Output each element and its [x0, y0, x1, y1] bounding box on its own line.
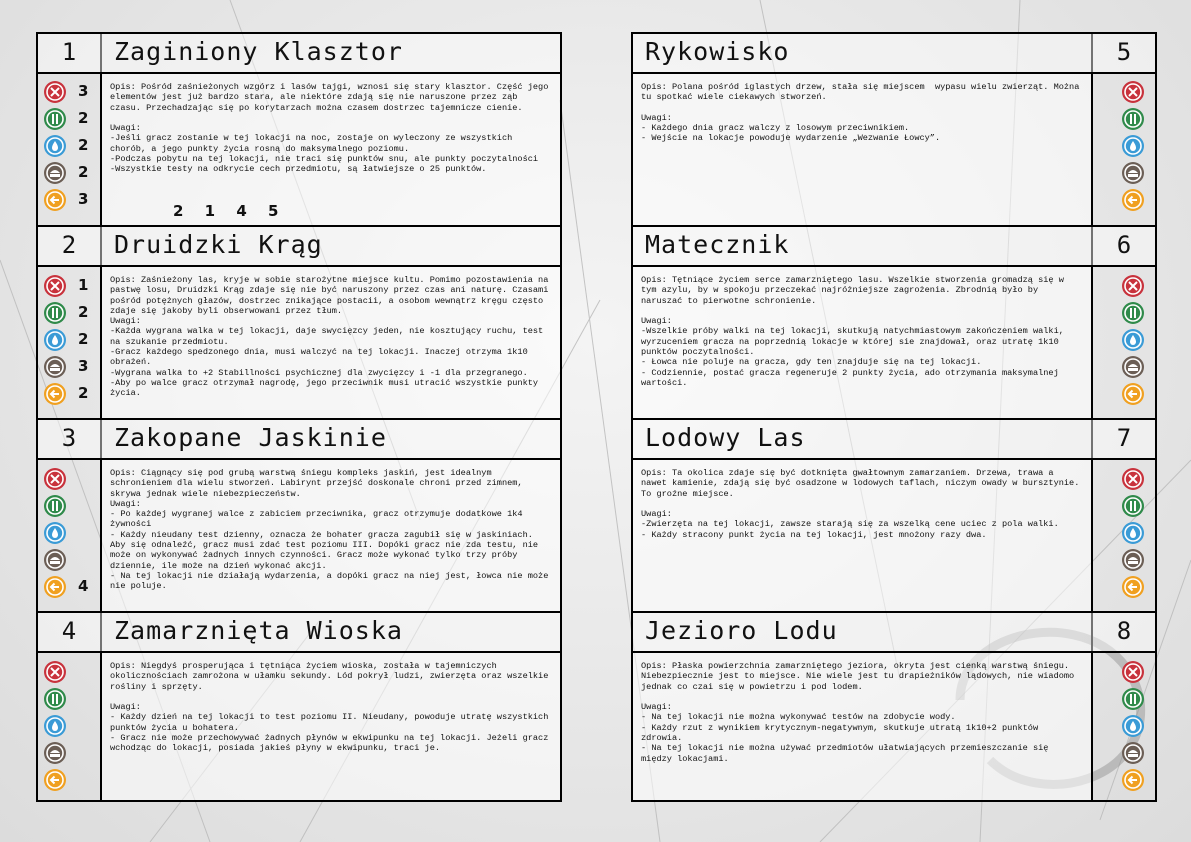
sleep-icon	[43, 355, 67, 379]
location-card	[38, 227, 560, 420]
stat-icons	[1093, 267, 1155, 420]
location-description: Opis: Ta okolica zdaje się być dotknięta gwałtownym zamarzaniem. Drzewa, trawa a nawet kamienie, zdają się być osadzone w lodowych taflach, niczym owady w bursztynie. To groźne miejsce. Uwagi: -Zwierzęta na tej lokacji, zawsze starają się za wszelką cene uciec z pola walki. - Każdy stracony punkt życia na tej lokacji, jest mnożony razy dwa.	[633, 460, 1091, 613]
location-header	[633, 227, 1155, 267]
crossed-swords-icon	[1121, 660, 1145, 684]
stat-food	[1093, 301, 1155, 327]
location-description: Opis: Płaska powierzchnia zamarzniętego jeziora, okryta jest cienką warstwą śniegu. Niebezpiecznie jest to miejsce. Nie wiele jest tu drapieżników lądowych, nie wiadomo jednak co czai się w powietrzu i pod lodem. Uwagi: - Na tej lokacji nie można wykonywać testów na zdobycie wody. - Każdy rzut z wynikiem krytycznym-negatywnym, skutkuje utratą 1k10+2 punktów zdrowia. - Na tej lokacji nie można używać przedmiotów ułatwiających przemieszczanie się między lokacjami.	[633, 653, 1091, 800]
stat-water	[38, 134, 100, 160]
stat-icons	[38, 267, 100, 420]
location-title: Zaginiony Klasztor	[114, 37, 403, 66]
location-header	[633, 420, 1155, 460]
crossed-swords-icon	[43, 80, 67, 104]
stat-water	[38, 521, 100, 547]
stat-value: 2	[78, 384, 89, 402]
location-number: 3	[61, 424, 77, 452]
location-card	[633, 227, 1155, 420]
location-header	[633, 613, 1155, 653]
fork-knife-icon	[43, 687, 67, 711]
fork-knife-icon	[1121, 301, 1145, 325]
stat-value: 2	[78, 163, 89, 181]
bonus-code: 2 1 4 5	[173, 202, 287, 220]
right-location-column	[631, 32, 1157, 802]
location-header	[633, 34, 1155, 74]
arrow-left-icon	[1121, 575, 1145, 599]
water-drop-icon	[1121, 714, 1145, 738]
stat-food	[38, 301, 100, 327]
crossed-swords-icon	[43, 660, 67, 684]
stat-sleep	[38, 741, 100, 767]
water-drop-icon	[43, 134, 67, 158]
stat-icons	[1093, 460, 1155, 613]
location-description: Opis: Pośród zaśnieżonych wzgórz i lasów tajgi, wznosi się stary klasztor. Część jego elementów jest już bardzo stara, ale niektóre zdają się nie naruszone przez ząb czasu. Przechadzając się po korytarzach można czasem dostrzec tajemnicze cienie. Uwagi: -Jeśli gracz zostanie w tej lokacji na noc, zostaje on wyleczony ze wszystkich chorób, a jego punkty życia rosną do maksymalnego poziomu. -Podczas pobytu na tej lokacji, nie traci się punktów snu, ale punkty poczytalności -Wszystkie testy na odkrycie cech przedmiotu, są łatwiejsze o 25 punktów.	[102, 74, 560, 227]
stat-value: 3	[78, 357, 89, 375]
location-number: 7	[1116, 424, 1132, 452]
location-title: Rykowisko	[645, 37, 790, 66]
stat-water	[1093, 714, 1155, 740]
water-drop-icon	[1121, 134, 1145, 158]
sleep-icon	[1121, 355, 1145, 379]
arrow-left-icon	[43, 768, 67, 792]
stat-value: 1	[78, 276, 89, 294]
stat-attack	[1093, 660, 1155, 686]
sleep-icon	[43, 548, 67, 572]
location-header	[38, 227, 560, 267]
arrow-left-icon	[1121, 188, 1145, 212]
location-number: 2	[61, 231, 77, 259]
stat-move	[38, 575, 100, 601]
stat-icons	[38, 460, 100, 613]
stat-icons	[38, 653, 100, 806]
location-card	[633, 420, 1155, 613]
stat-attack	[38, 274, 100, 300]
location-number: 8	[1116, 617, 1132, 645]
location-card	[38, 34, 560, 227]
fork-knife-icon	[43, 107, 67, 131]
location-number: 6	[1116, 231, 1132, 259]
location-title: Zamarznięta Wioska	[114, 616, 403, 645]
water-drop-icon	[43, 521, 67, 545]
location-card	[38, 613, 560, 800]
location-number: 1	[61, 38, 77, 66]
stat-water	[38, 328, 100, 354]
location-description: Opis: Tętniące życiem serce zamarzniętego lasu. Wszelkie stworzenia gromadzą się w tym azylu, by w spokoju przeczekać najróżniejsze zagrożenia. Zbrodnią było by naruszać to pierwotne schronienie. Uwagi: -Wszelkie próby walki na tej lokacji, skutkują natychmiastowym zakończeniem walki, wyrzuceniem gracza na poprzednią lokacje w której sie znajdował, oraz utratę 1k10 punktów poczytalności. - Łowca nie poluje na gracza, gdy ten znajduje się na tej lokacji. - Codziennie, postać gracza regeneruje 2 punkty życia, ado otrzymania maksymalnej wartości.	[633, 267, 1091, 420]
stat-attack	[38, 80, 100, 106]
stat-move	[1093, 768, 1155, 794]
stat-food	[1093, 494, 1155, 520]
stat-icons	[38, 74, 100, 227]
location-card	[633, 613, 1155, 800]
stat-sleep	[38, 355, 100, 381]
stat-value: 3	[78, 190, 89, 208]
location-description: Opis: Niegdyś prosperująca i tętniąca życiem wioska, została w tajemniczych okolicznościach zamrożona w ułamku sekundy. Lód pokrył ludzi, zwierzęta oraz wszelkie rośliny i sprzęty. Uwagi: - Każdy dzień na tej lokacji to test poziomu II. Nieudany, powoduje utratę wszystkich punktów życia u bohatera. - Gracz nie może przechowywać żadnych płynów w ekwipunku na tej lokacji. Jeżeli gracz wchodząc do lokacji, posiada jakieś płyny w ekwipunku, traci je.	[102, 653, 560, 800]
stat-attack	[38, 467, 100, 493]
stat-water	[38, 714, 100, 740]
stat-water	[1093, 521, 1155, 547]
left-location-column	[36, 32, 562, 802]
stat-move	[38, 188, 100, 214]
stat-value: 3	[78, 82, 89, 100]
stat-sleep	[1093, 355, 1155, 381]
stat-food	[38, 687, 100, 713]
sleep-icon	[43, 741, 67, 765]
stat-attack	[1093, 467, 1155, 493]
stat-food	[38, 494, 100, 520]
sleep-icon	[1121, 741, 1145, 765]
location-card	[633, 34, 1155, 227]
location-header	[38, 613, 560, 653]
stat-attack	[38, 660, 100, 686]
location-description: Opis: Zaśnieżony las, kryje w sobie starożytne miejsce kultu. Pomimo pozostawienia na pastwę losu, Druidzki Krąg zdaje się nie być naruszony przez czas ani naturę. Czasami pośród potężnych głazów, dostrzec znikające postacii, a osobom wewnątrz kręgu często zdaje się jakoby byli obserwowani przez tłum. Uwagi: -Każda wygrana walka w tej lokacji, daje swycięzcy jeden, nie kosztujący ruchu, test na szukanie przedmiotu. -Gracz każdego spedzonego dnia, musi walczyć na tej lokacji. Inaczej otrzyma 1k10 obrażeń. -Wygrana walka to +2 Stabillności psychicznej dla zwycięzcy i -1 dla przegranego. -Aby po walce gracz otrzymał nagrodę, jego przeciwnik musi utracić wszystkie punkty życia.	[102, 267, 560, 420]
location-title: Zakopane Jaskinie	[114, 423, 387, 452]
location-description: Opis: Ciągnący się pod grubą warstwą śniegu kompleks jaskiń, jest idealnym schronieniem dla wielu stworzeń. Labirynt przejść doskonale chroni przed zimnem, skrywa jednak wiele niebezpieczeństw. Uwagi: - Po każdej wygranej walce z zabiciem przeciwnika, gracz otrzymuje dodatkowe 1k4 żywności - Każdy nieudany test dzienny, oznacza że bohater gracza zagubił się w jaskiniach. Aby się odnaleźć, gracz musi zdać test poziomu III. Dopóki gracz nie zda testu, nie może on wykonywać żadnych innych czynności. Gracz może wykonać tylko trzy próby dziennie, ile może na dzień wykonać akcji. - Na tej lokacji nie działają wydarzenia, a dopóki gracz na niej jest, łowca nie może nie poluje.	[102, 460, 560, 613]
sleep-icon	[43, 161, 67, 185]
arrow-left-icon	[1121, 382, 1145, 406]
stat-value: 2	[78, 136, 89, 154]
location-header	[38, 34, 560, 74]
stat-move	[1093, 575, 1155, 601]
stat-attack	[1093, 274, 1155, 300]
location-number: 4	[61, 617, 77, 645]
location-title: Matecznik	[645, 230, 790, 259]
stat-food	[1093, 107, 1155, 133]
location-number: 5	[1116, 38, 1132, 66]
stat-move	[1093, 382, 1155, 408]
fork-knife-icon	[1121, 494, 1145, 518]
location-header	[38, 420, 560, 460]
water-drop-icon	[1121, 328, 1145, 352]
crossed-swords-icon	[43, 467, 67, 491]
stat-icons	[1093, 74, 1155, 227]
location-title: Lodowy Las	[645, 423, 806, 452]
stat-move	[1093, 188, 1155, 214]
sleep-icon	[1121, 548, 1145, 572]
location-title: Druidzki Krąg	[114, 230, 323, 259]
arrow-left-icon	[43, 188, 67, 212]
stat-attack	[1093, 80, 1155, 106]
stat-sleep	[38, 548, 100, 574]
water-drop-icon	[43, 714, 67, 738]
stat-move	[38, 382, 100, 408]
sleep-icon	[1121, 161, 1145, 185]
stat-value: 2	[78, 303, 89, 321]
water-drop-icon	[43, 328, 67, 352]
fork-knife-icon	[1121, 687, 1145, 711]
stat-sleep	[1093, 741, 1155, 767]
stat-sleep	[1093, 161, 1155, 187]
stat-water	[1093, 328, 1155, 354]
fork-knife-icon	[1121, 107, 1145, 131]
stat-food	[38, 107, 100, 133]
stat-value: 2	[78, 330, 89, 348]
stat-sleep	[1093, 548, 1155, 574]
arrow-left-icon	[43, 575, 67, 599]
stat-water	[1093, 134, 1155, 160]
location-description: Opis: Polana pośród iglastych drzew, stała się miejscem wypasu wielu zwierząt. Można tu spotkać wiele ciekawych stworzeń. Uwagi: - Każdego dnia gracz walczy z losowym przeciwnikiem. - Wejście na lokacje powoduje wydarzenie „Wezwanie Łowcy”.	[633, 74, 1091, 227]
stat-value: 2	[78, 109, 89, 127]
water-drop-icon	[1121, 521, 1145, 545]
fork-knife-icon	[43, 301, 67, 325]
fork-knife-icon	[43, 494, 67, 518]
arrow-left-icon	[43, 382, 67, 406]
stat-move	[38, 768, 100, 794]
stat-sleep	[38, 161, 100, 187]
arrow-left-icon	[1121, 768, 1145, 792]
crossed-swords-icon	[43, 274, 67, 298]
crossed-swords-icon	[1121, 80, 1145, 104]
location-title: Jezioro Lodu	[645, 616, 838, 645]
crossed-swords-icon	[1121, 274, 1145, 298]
crossed-swords-icon	[1121, 467, 1145, 491]
location-card	[38, 420, 560, 613]
stat-food	[1093, 687, 1155, 713]
stat-value: 4	[78, 577, 89, 595]
stat-icons	[1093, 653, 1155, 806]
